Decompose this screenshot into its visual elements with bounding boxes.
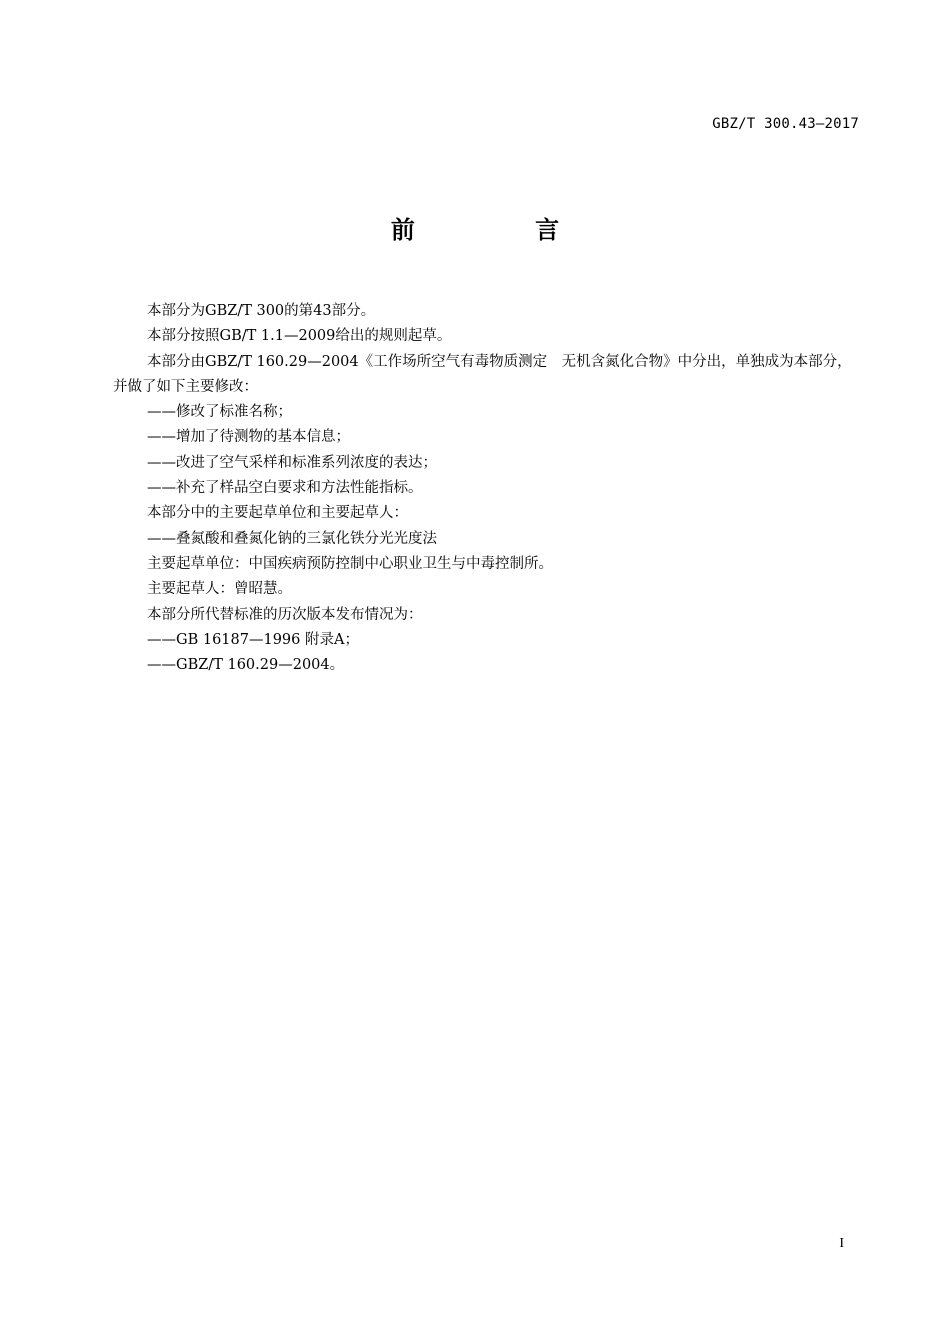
list-item: ——修改了标准名称； bbox=[147, 404, 292, 421]
paragraph: 主要起草单位：中国疾病预防控制中心职业卫生与中毒控制所。 bbox=[147, 555, 553, 572]
page-title: 前 言 bbox=[390, 216, 616, 244]
standard-code: GBZ/T 300.43—2017 bbox=[712, 116, 859, 132]
paragraph: 本部分中的主要起草单位和主要起草人： bbox=[147, 505, 408, 522]
list-item: ——GBZ/T 160.29—2004。 bbox=[147, 657, 345, 674]
list-item: ——增加了待测物的基本信息； bbox=[147, 429, 350, 446]
paragraph: 主要起草人：曾昭慧。 bbox=[147, 581, 292, 598]
paragraph: 本部分所代替标准的历次版本发布情况为： bbox=[147, 606, 423, 623]
page-number: I bbox=[839, 1236, 844, 1251]
foreword-body bbox=[113, 299, 860, 678]
list-item: ——改进了空气采样和标准系列浓度的表达； bbox=[147, 454, 437, 471]
list-item: ——补充了样品空白要求和方法性能指标。 bbox=[147, 480, 423, 497]
paragraph: 本部分由GBZ/T 160.29—2004《工作场所空气有毒物质测定 无机含氮化合物》中分出，单独成为本部分，并做了如下主要修改： bbox=[113, 353, 852, 395]
paragraph: 本部分按照GB/T 1.1—2009给出的规则起草。 bbox=[147, 328, 452, 345]
list-item: ——叠氮酸和叠氮化钠的三氯化铁分光光度法 bbox=[147, 530, 437, 547]
list-item: ——GB 16187—1996 附录A； bbox=[147, 631, 359, 648]
paragraph: 本部分为GBZ/T 300的第43部分。 bbox=[147, 303, 376, 319]
